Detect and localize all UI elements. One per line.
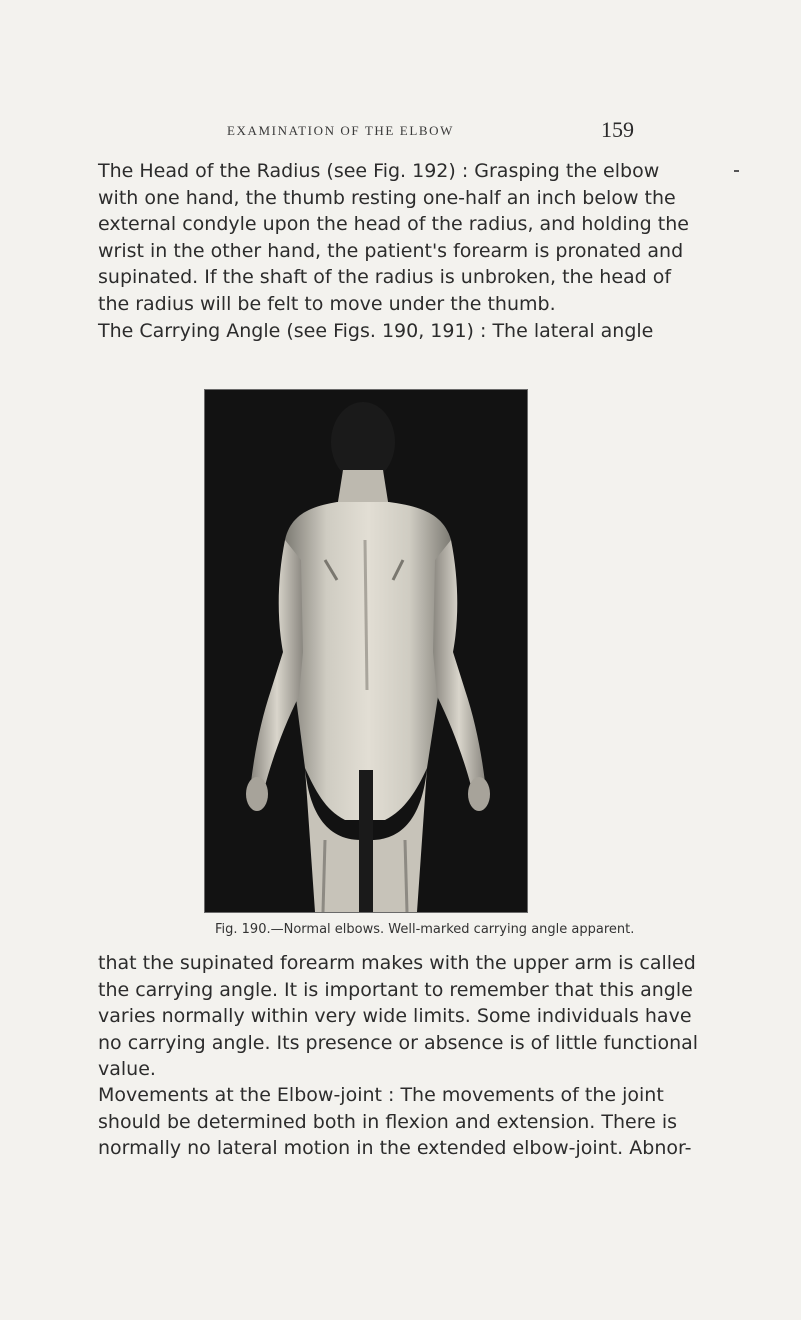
paragraph-carrying-angle-start — [98, 318, 698, 345]
margin-mark — [734, 170, 739, 172]
text-line: value. — [98, 1058, 156, 1081]
text-line: external condyle upon the head of the radius, and holding the — [98, 213, 689, 236]
page-number: 159 — [601, 117, 634, 142]
back-view-figure-image — [205, 390, 527, 912]
text-line: The Carrying Angle (see Figs. 190, 191) : The lateral angle — [98, 320, 654, 342]
text-line: varies normally within very wide limits. Some individuals have — [98, 1005, 692, 1028]
text-line: normally no lateral motion in the extended elbow-joint. Abnor- — [98, 1137, 692, 1160]
running-title: EXAMINATION OF THE ELBOW — [227, 123, 455, 138]
text-line: the carrying angle. It is important to remember that this angle — [98, 978, 693, 1001]
text-line: supinated. If the shaft of the radius is unbroken, the head of — [98, 266, 672, 289]
figure-caption: Fig. 190.—Normal elbows. Well-marked carrying angle apparent. — [215, 922, 635, 937]
text-line: with one hand, the thumb resting one-half an inch below the — [98, 186, 676, 209]
figure-photograph — [204, 389, 528, 913]
text-line: The Head of the Radius (see Fig. 192) : Grasping the elbow — [98, 160, 660, 182]
paragraph-radius-head — [98, 158, 698, 318]
text-line: Movements at the Elbow-joint : The movements of the joint — [98, 1084, 664, 1106]
text-line: wrist in the other hand, the patient's forearm is pronated and — [98, 239, 684, 262]
text-line: the radius will be felt to move under the thumb. — [98, 292, 556, 315]
paragraph-carrying-angle-end — [98, 950, 698, 1083]
running-head — [0, 119, 801, 149]
text-line: that the supinated forearm makes with the upper arm is called — [98, 952, 696, 974]
text-line: no carrying angle. Its presence or absence is of little functional — [98, 1031, 699, 1054]
paragraph-movements — [98, 1082, 698, 1162]
text-line: should be determined both in flexion and extension. There is — [98, 1110, 678, 1133]
